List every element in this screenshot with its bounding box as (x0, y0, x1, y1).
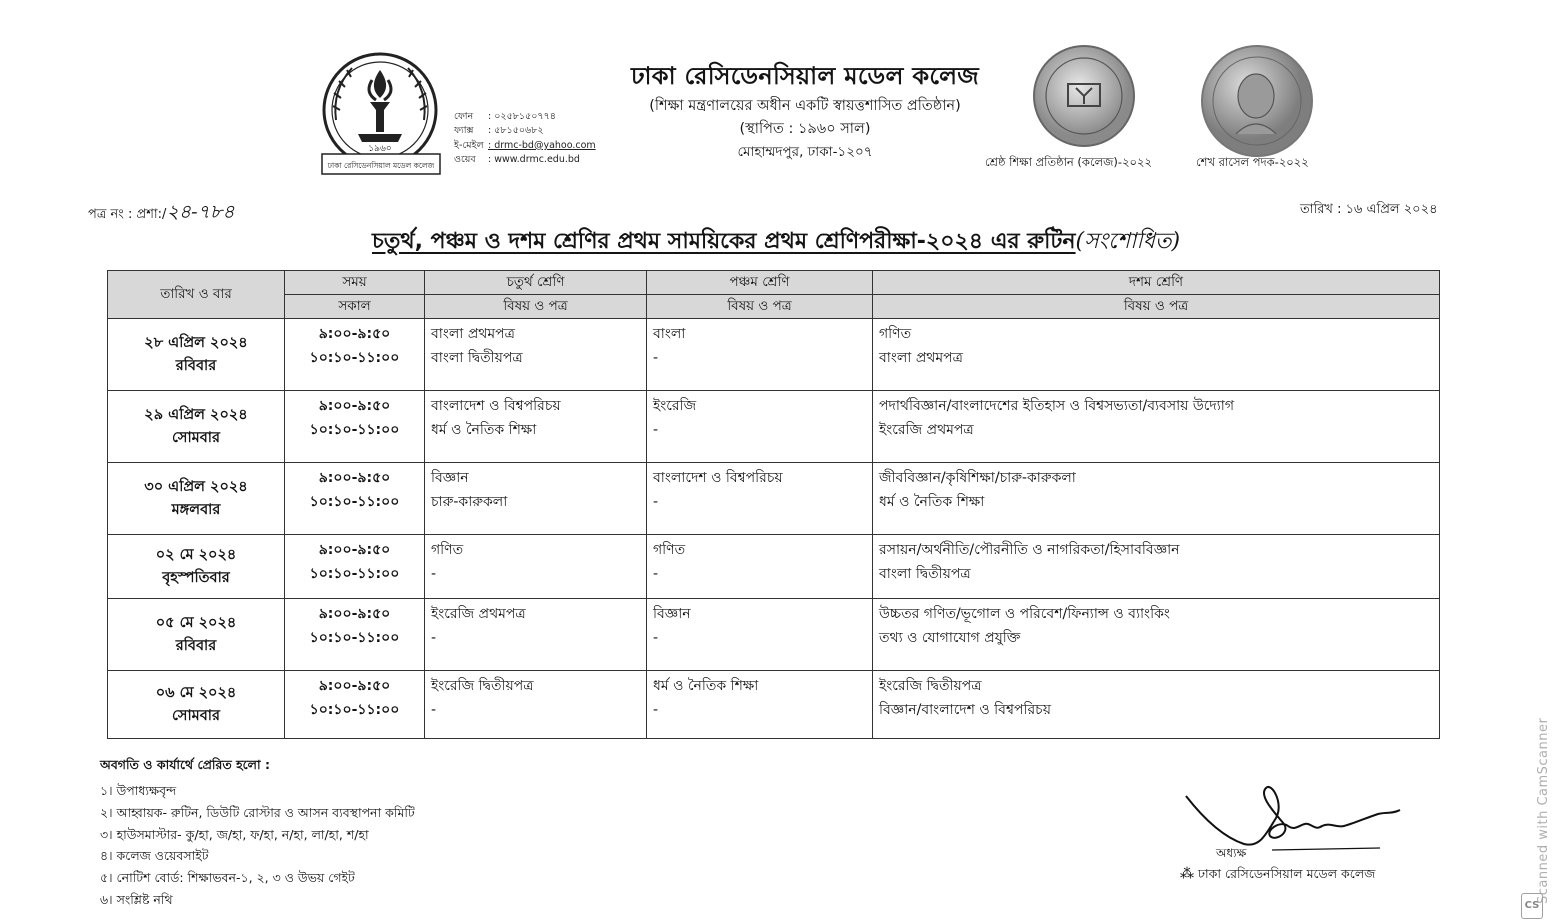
class4-subject-cell (425, 599, 647, 671)
contact-email[interactable]: ই-মেইল : drmc-bd@yahoo.com (454, 139, 596, 151)
date-cell (108, 599, 285, 671)
college-subtitle: (শিক্ষা মন্ত্রণালয়ের অধীন একটি স্বায়ত্তশাসিত প্রতিষ্ঠান) (649, 98, 961, 114)
award-caption-best-institution: শ্রেষ্ঠ শিক্ষা প্রতিষ্ঠান (কলেজ)-২০২২ (985, 155, 1152, 169)
notice-item: ৪। কলেজ ওয়েবসাইট (100, 848, 209, 864)
time-slot: ১০:১০-১১:০০ (309, 422, 400, 438)
time-cell (285, 671, 425, 739)
header-class5-subject: বিষয় ও পত্র (647, 295, 873, 319)
time-slot: ৯:০০-৯:৫০ (318, 606, 391, 622)
subject-paper: ইংরেজি দ্বিতীয়পত্র (879, 678, 982, 694)
date-cell (108, 671, 285, 739)
award-caption-sheikh-russel: শেখ রাসেল পদক-২০২২ (1196, 155, 1309, 169)
table-row (108, 535, 1440, 599)
subject-paper: বাংলা দ্বিতীয়পত্র (431, 350, 523, 366)
class5-subject-cell (647, 671, 873, 739)
exam-weekday: মঙ্গলবার (171, 501, 221, 518)
subject-paper: - (653, 702, 659, 718)
exam-date: ৩০ এপ্রিল ২০২৪ (144, 478, 248, 495)
table-subheader-row (108, 295, 1440, 319)
subject-paper: ইংরেজি দ্বিতীয়পত্র (431, 678, 534, 694)
time-cell (285, 463, 425, 535)
subject-paper: বাংলা প্রথমপত্র (879, 350, 963, 366)
signatory-institution (1180, 866, 1375, 886)
exam-date: ২৮ এপ্রিল ২০২৪ (144, 334, 248, 351)
subject-paper: গণিত (653, 542, 686, 558)
reference-label: পত্র নং : প্রশা:/ (88, 207, 167, 222)
time-slot: ১০:১০-১১:০০ (309, 494, 400, 510)
class5-subject-cell (647, 319, 873, 391)
subject-paper: - (653, 422, 659, 438)
camscanner-watermark: Scanned with CamScanner (1536, 717, 1551, 904)
time-slot: ৯:০০-৯:৫০ (318, 398, 391, 414)
time-cell (285, 391, 425, 463)
subject-paper: - (653, 494, 659, 510)
table-row (108, 671, 1440, 739)
exam-weekday: রবিবার (175, 637, 217, 654)
class10-subject-cell (873, 671, 1440, 739)
header-class4-subject: বিষয় ও পত্র (425, 295, 647, 319)
subject-paper: পদার্থবিজ্ঞান/বাংলাদেশের ইতিহাস ও বিশ্বসভ্যতা/ব্যবসায় উদ্যোগ (879, 398, 1235, 414)
class4-subject-cell (425, 391, 647, 463)
time-slot: ১০:১০-১১:০০ (309, 566, 400, 582)
date-cell (108, 319, 285, 391)
exam-weekday: রবিবার (175, 357, 217, 374)
signatory-institution-text: ঢাকা রেসিডেনসিয়াল মডেল কলেজ (1197, 866, 1376, 881)
subject-paper: - (653, 350, 659, 366)
class10-subject-cell (873, 391, 1440, 463)
routine-title-text: চতুর্থ, পঞ্চম ও দশম শ্রেণির প্রথম সাময়িকের প্রথম শ্রেণিপরীক্ষা-২০২৪ এর রুটিন (372, 229, 1076, 254)
class4-subject-cell (425, 463, 647, 535)
subject-paper: তথ্য ও যোগাযোগ প্রযুক্তি (879, 630, 1021, 646)
table-row (108, 391, 1440, 463)
sheikh-russel-medal-icon (1200, 44, 1314, 158)
class4-subject-cell (425, 535, 647, 599)
principal-signature (1180, 774, 1410, 864)
subject-paper: - (653, 630, 659, 646)
date-cell (108, 535, 285, 599)
best-institution-medal-icon (1032, 44, 1136, 148)
subject-paper: চারু-কারুকলা (431, 494, 508, 510)
subject-paper: - (431, 630, 437, 646)
subject-paper: বাংলাদেশ ও বিশ্বপরিচয় (653, 470, 783, 486)
contact-fax: ফ্যাক্স : ৫৮১৫০৬৮২ (454, 125, 544, 137)
header-class10: দশম শ্রেণি (873, 271, 1440, 295)
subject-paper: - (431, 702, 437, 718)
initials-mark: ⁂ (1180, 866, 1194, 882)
exam-date: ২৯ এপ্রিল ২০২৪ (144, 406, 248, 423)
college-logo (314, 50, 450, 182)
svg-text:১৯৬০: ১৯৬০ (368, 144, 392, 154)
subject-paper: বাংলাদেশ ও বিশ্বপরিচয় (431, 398, 561, 414)
notice-item: ৩। হাউসমাস্টার- কু/হা, জ/হা, ফ/হা, ন/হা, লা/হা, শ/হা (100, 826, 369, 842)
subject-paper: ধর্ম ও নৈতিক শিক্ষা (431, 422, 537, 438)
contact-phone: ফোন : ০২৫৮১৫০৭৭৪ (454, 111, 556, 122)
letter-date: তারিখ : ১৬ এপ্রিল ২০২৪ (1300, 202, 1438, 217)
class10-subject-cell (873, 599, 1440, 671)
subject-paper: জীববিজ্ঞান/কৃষিশিক্ষা/চারু-কারুকলা (879, 470, 1076, 486)
time-slot: ৯:০০-৯:৫০ (318, 326, 391, 342)
notice-item: ৬। সংশ্লিষ্ট নথি (100, 891, 173, 907)
subject-paper: গণিত (431, 542, 464, 558)
header-class10-subject: বিষয় ও পত্র (873, 295, 1440, 319)
subject-paper: উচ্চতর গণিত/ভূগোল ও পরিবেশ/ফিন্যান্স ও ব্যাংকিং (879, 606, 1170, 622)
routine-title (372, 224, 1180, 261)
college-address: মোহাম্মদপুর, ঢাকা-১২০৭ (737, 144, 873, 160)
class5-subject-cell (647, 535, 873, 599)
routine-table (107, 270, 1440, 739)
class10-subject-cell (873, 463, 1440, 535)
subject-paper: ধর্ম ও নৈতিক শিক্ষা (879, 494, 985, 510)
class5-subject-cell (647, 463, 873, 535)
exam-date: ০৫ মে ২০২৪ (155, 614, 237, 631)
subject-paper: বিজ্ঞান/বাংলাদেশ ও বিশ্বপরিচয় (879, 702, 1051, 718)
subject-paper: গণিত (879, 326, 912, 342)
time-cell (285, 599, 425, 671)
camscanner-badge-icon: CS (1521, 893, 1543, 919)
time-slot: ৯:০০-৯:৫০ (318, 542, 391, 558)
signatory-title: অধ্যক্ষ (1216, 846, 1247, 860)
table-row (108, 463, 1440, 535)
exam-weekday: সোমবার (172, 429, 220, 446)
header-time-morning: সকাল (285, 295, 425, 319)
subject-paper: - (653, 566, 659, 582)
header-class4: চতুর্থ শ্রেণি (425, 271, 647, 295)
routine-title-handwritten: (সংশোধিত) (1075, 229, 1181, 254)
subject-paper: ধর্ম ও নৈতিক শিক্ষা (653, 678, 759, 694)
subject-paper: ইংরেজি (653, 398, 697, 414)
time-slot: ১০:১০-১১:০০ (309, 702, 400, 718)
time-cell (285, 319, 425, 391)
subject-paper: - (431, 566, 437, 582)
class10-subject-cell (873, 535, 1440, 599)
subject-paper: বিজ্ঞান (653, 606, 691, 622)
table-row (108, 319, 1440, 391)
exam-date: ০২ মে ২০২৪ (155, 546, 237, 563)
class4-subject-cell (425, 671, 647, 739)
header-class5: পঞ্চম শ্রেণি (647, 271, 873, 295)
contact-website[interactable]: ওয়েব : www.drmc.edu.bd (454, 154, 580, 166)
exam-weekday: বৃহস্পতিবার (162, 569, 230, 586)
subject-paper: রসায়ন/অর্থনীতি/পৌরনীতি ও নাগরিকতা/হিসাববিজ্ঞান (879, 542, 1180, 558)
notice-item: ১। উপাধ্যক্ষবৃন্দ (100, 783, 177, 798)
notice-heading: অবগতি ও কার্যার্থে প্রেরিত হলো : (100, 757, 270, 772)
subject-paper: বাংলা (653, 326, 686, 342)
subject-paper: বাংলা দ্বিতীয়পত্র (879, 566, 971, 582)
reference-number (88, 198, 235, 230)
subject-paper: ইংরেজি প্রথমপত্র (431, 606, 526, 622)
time-slot: ৯:০০-৯:৫০ (318, 678, 391, 694)
class5-subject-cell (647, 391, 873, 463)
time-slot: ১০:১০-১১:০০ (309, 630, 400, 646)
header-time: সময় (285, 271, 425, 295)
class4-subject-cell (425, 319, 647, 391)
subject-paper: ইংরেজি প্রথমপত্র (879, 422, 974, 438)
notice-list (100, 780, 415, 911)
date-cell (108, 391, 285, 463)
table-row (108, 599, 1440, 671)
subject-paper: বাংলা প্রথমপত্র (431, 326, 515, 342)
svg-text:ঢাকা রেসিডেনসিয়াল মডেল কলেজ: ঢাকা রেসিডেনসিয়াল মডেল কলেজ (327, 161, 435, 170)
time-slot: ৯:০০-৯:৫০ (318, 470, 391, 486)
reference-handwritten: ২৪-৭৮৪ (166, 201, 235, 223)
class5-subject-cell (647, 599, 873, 671)
date-cell (108, 463, 285, 535)
exam-date: ০৬ মে ২০২৪ (155, 684, 237, 701)
subject-paper: বিজ্ঞান (431, 470, 469, 486)
notice-item: ২। আহ্বায়ক- রুটিন, ডিউটি রোস্টার ও আসন ব্যবস্থাপনা কমিটি (100, 804, 415, 820)
class10-subject-cell (873, 319, 1440, 391)
time-slot: ১০:১০-১১:০০ (309, 350, 400, 366)
notice-item: ৫। নোটিশ বোর্ড: শিক্ষাভবন-১, ২, ৩ ও উভয় গেইট (100, 870, 355, 886)
exam-weekday: সোমবার (172, 707, 220, 724)
header-date-day: তারিখ ও বার (108, 271, 285, 319)
college-established: (স্থাপিত : ১৯৬০ সাল) (739, 121, 871, 137)
time-cell (285, 535, 425, 599)
college-name: ঢাকা রেসিডেনসিয়াল মডেল কলেজ (630, 62, 980, 90)
table-header-row (108, 271, 1440, 295)
